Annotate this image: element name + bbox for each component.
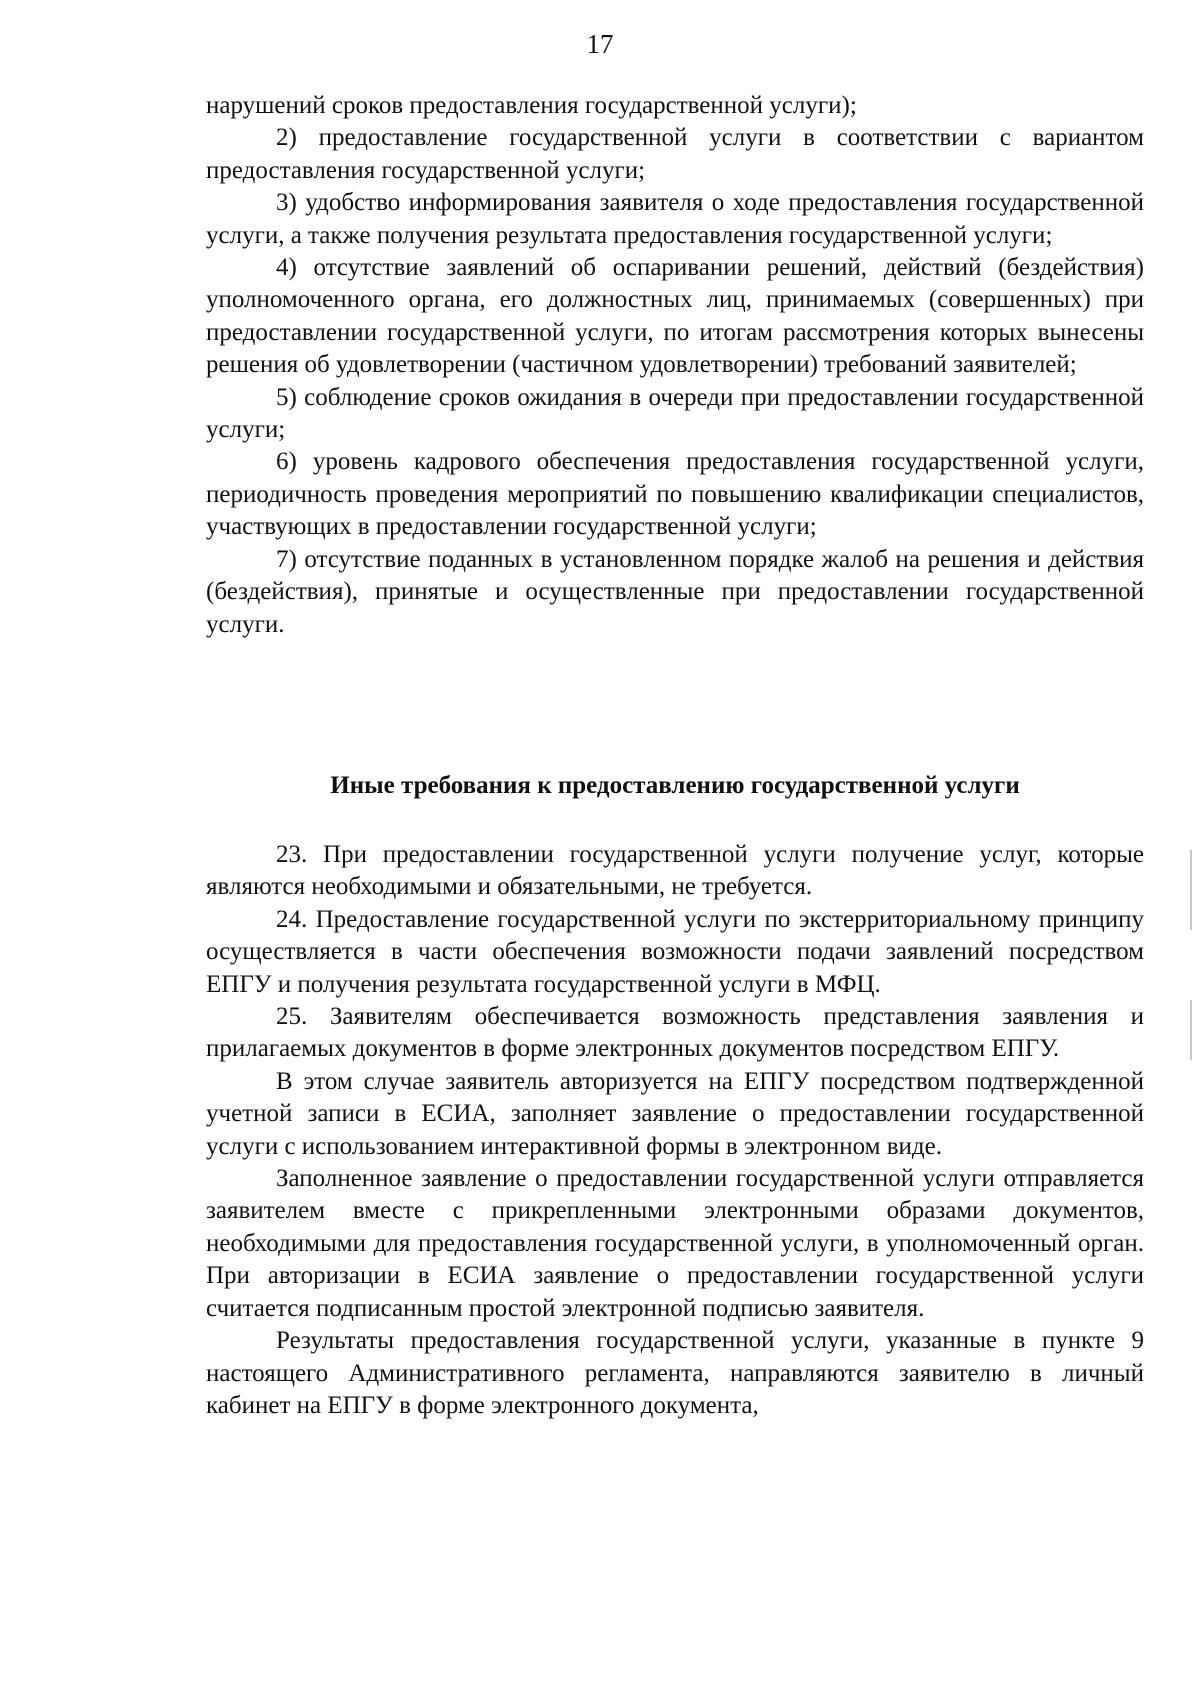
section-heading: Иные требования к предоставлению государственной услуги — [330, 772, 1020, 799]
list-item: 2) предоставление государственной услуги в соответствии с вариантом предоставления государственной услуги; — [206, 124, 1144, 184]
paragraph: 25. Заявителям обеспечивается возможность представления заявления и прилагаемых документов в форме электронных документов посредством ЕПГУ. — [206, 1003, 1144, 1063]
paragraph: 24. Предоставление государственной услуги по экстерриториальному принципу осуществляется в части обеспечения возможности подачи заявлений посредством ЕПГУ и получения результата государственной услуги в МФЦ. — [206, 905, 1144, 998]
list-item: 5) соблюдение сроков ожидания в очереди при предоставлении государственной услуги; — [206, 383, 1144, 444]
paragraph: Заполненное заявление о предоставлении государственной услуги отправляется заявителем вместе с прикрепленными электронными образами документов, необходимыми для предоставления государственной услуги, в уполномоченный орган. При авторизации в ЕСИА заявление о предоставлении государственной услуги считается подписанным простой электронной подписью заявителя. — [206, 1165, 1144, 1322]
scan-edge-mark — [1190, 850, 1192, 930]
list-item-continuation: нарушений сроков предоставления государственной услуги); — [206, 92, 857, 119]
list-item: 6) уровень кадрового обеспечения предоставления государственной услуги, периодичность проведения мероприятий по повышению квалификации специалистов, участвующих в предоставлении государственной услуги; — [206, 448, 1144, 541]
quality-indicators-list — [206, 90, 1144, 641]
paragraph: Результаты предоставления государственной услуги, указанные в пункте 9 настоящего Административного регламента, направляются заявителю в личный кабинет на ЕПГУ в форме электронного документа, — [206, 1327, 1144, 1419]
list-item: 7) отсутствие поданных в установленном порядке жалоб на решения и действия (бездействия), принятые и осуществленные при предоставлении государственной услуги. — [206, 545, 1144, 638]
section-body — [206, 839, 1144, 1422]
paragraph: В этом случае заявитель авторизуется на ЕПГУ посредством подтвержденной учетной записи в ЕСИА, заполняет заявление о предоставлении государственной услуги с использованием интерактивной формы в электронном виде. — [206, 1067, 1144, 1160]
scan-edge-mark — [1190, 1000, 1192, 1060]
page-number: 17 — [586, 29, 614, 59]
list-item: 3) удобство информирования заявителя о ходе предоставления государственной услуги, а также получения результата предоставления государственной услуги; — [206, 189, 1144, 249]
paragraph: 23. При предоставлении государственной услуги получение услуг, которые являются необходимыми и обязательными, не требуется. — [206, 841, 1144, 901]
list-item: 4) отсутствие заявлений об оспаривании решений, действий (бездействия) уполномоченного органа, его должностных лиц, принимаемых (совершенных) при предоставлении государственной услуги, по итогам рассмотрения которых вынесены решения об удовлетворении (частичном удовлетворении) требований заявителей; — [206, 254, 1144, 379]
